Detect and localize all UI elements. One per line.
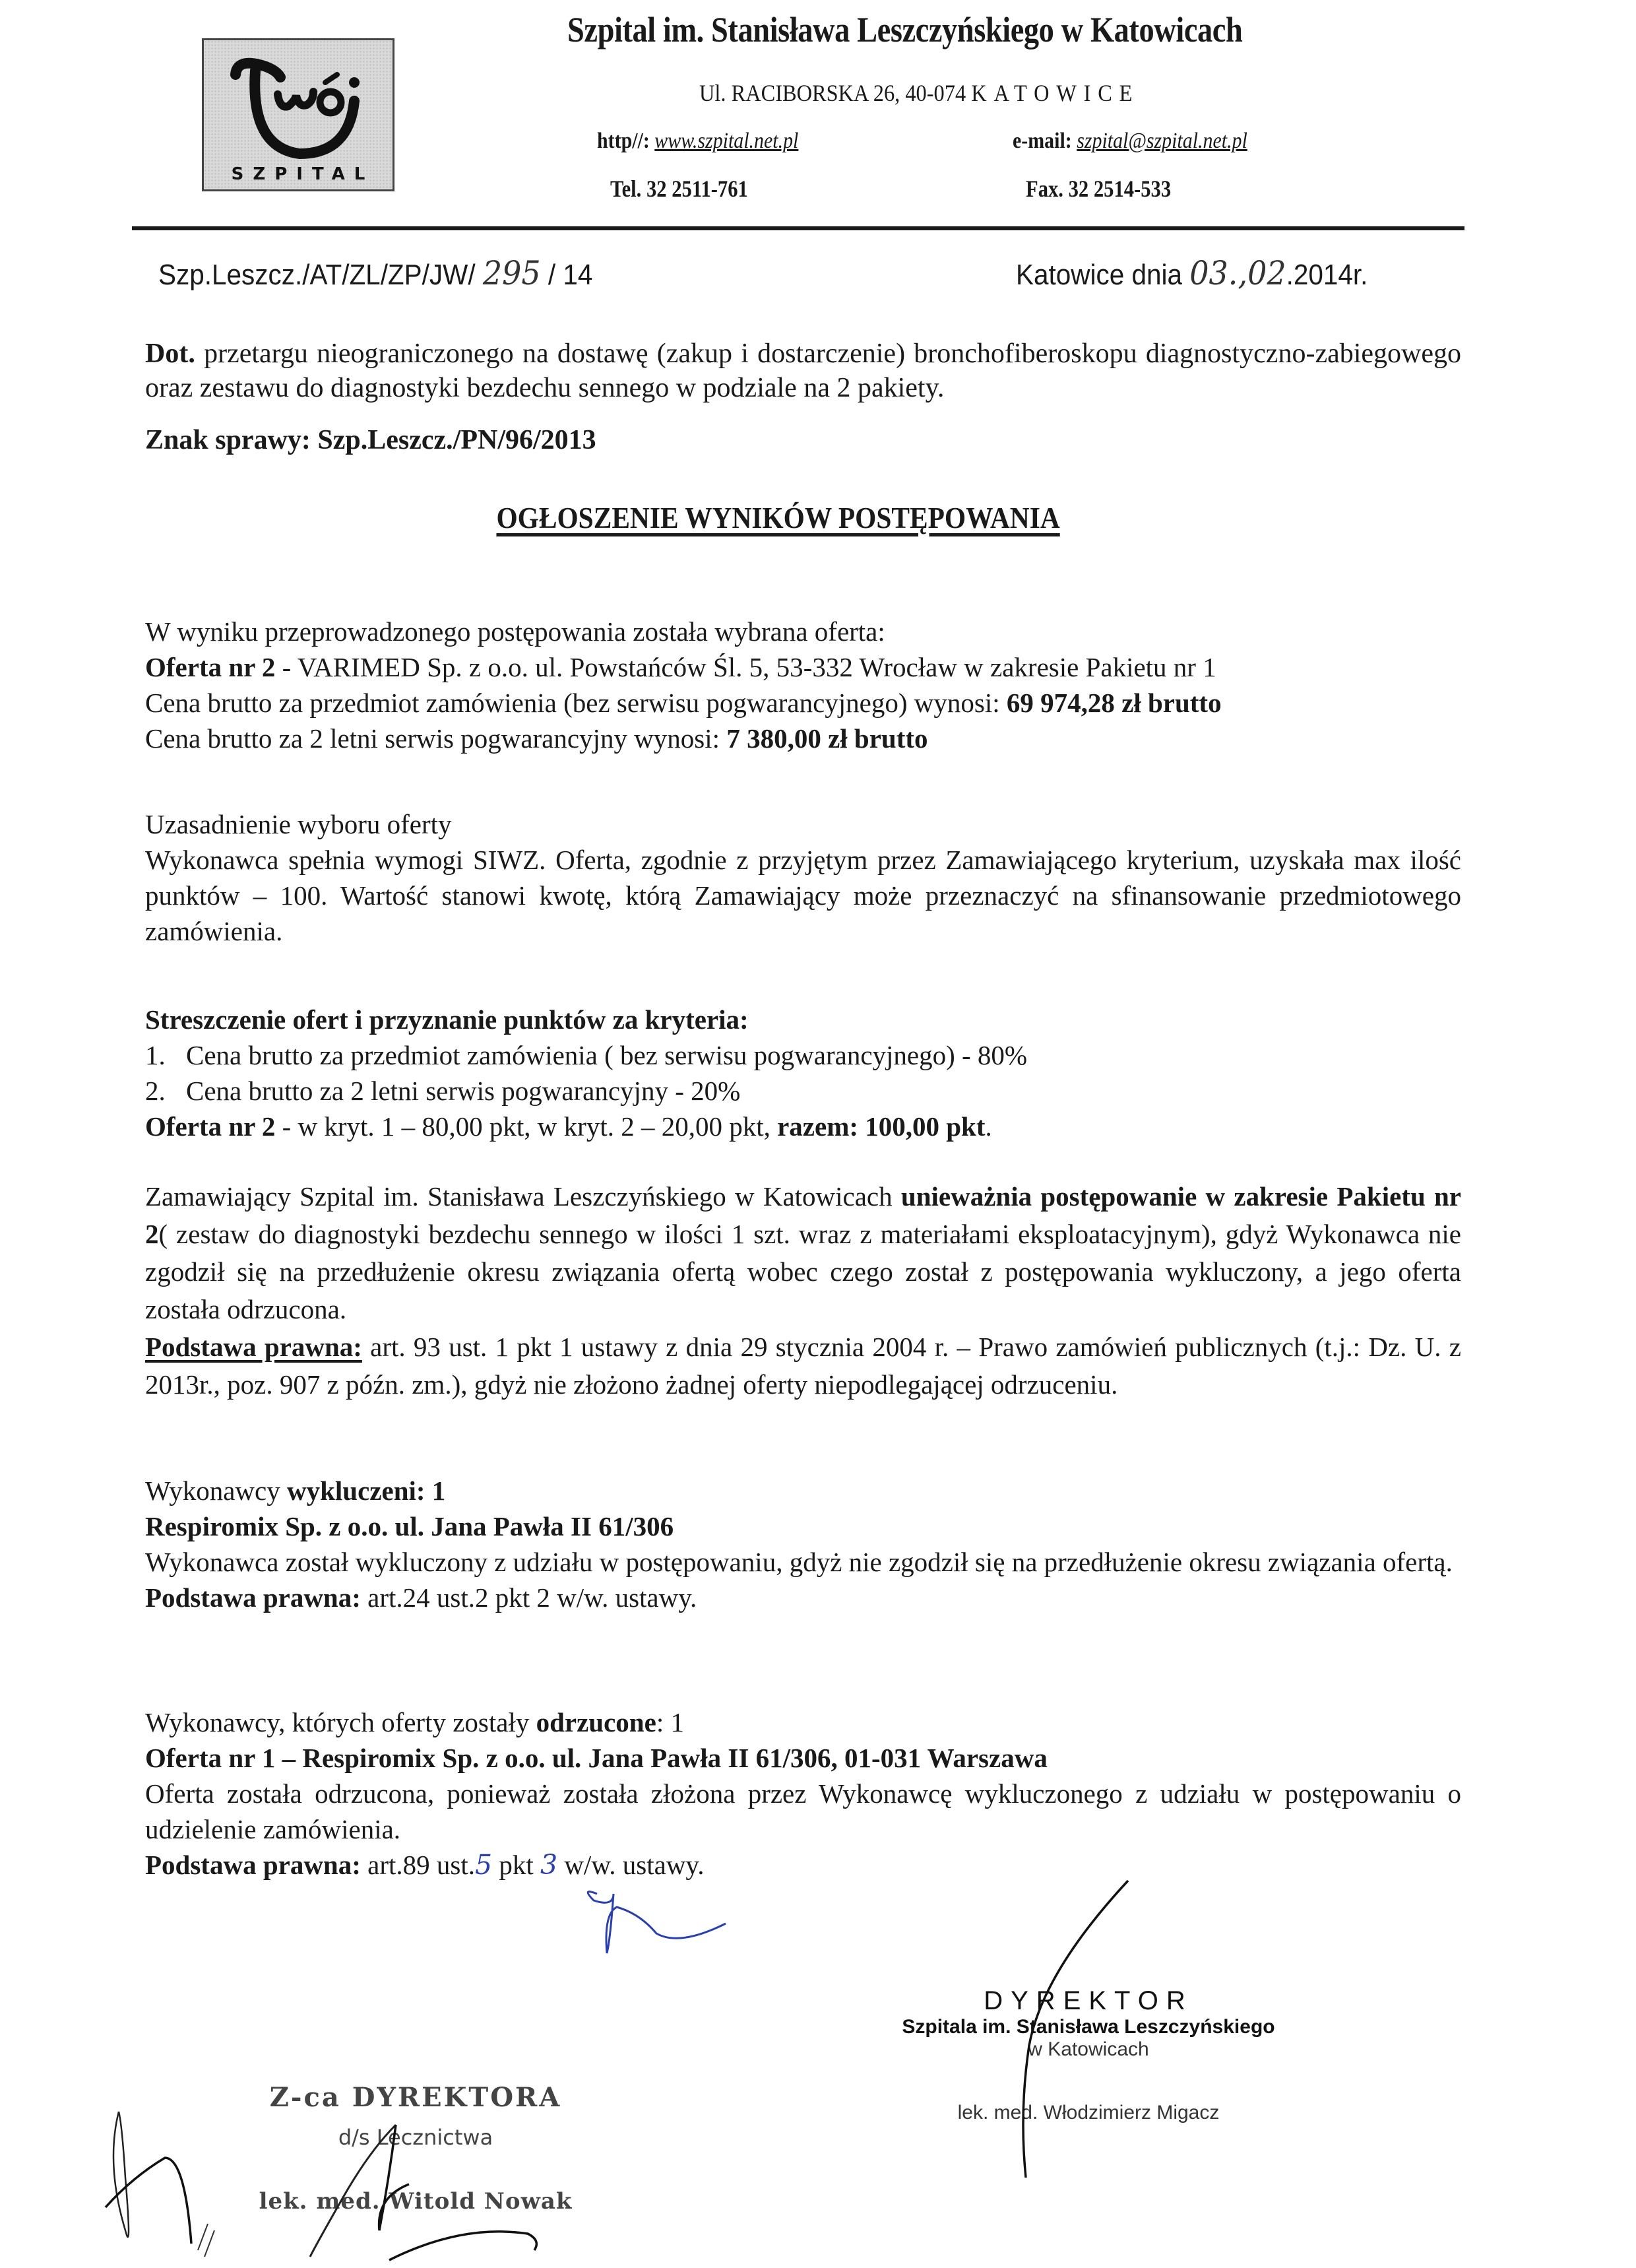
rejected-bold: odrzucone <box>536 1707 656 1737</box>
case-label: Znak sprawy: Szp.Leszcz./PN/96/2013 <box>145 425 596 455</box>
service-value: 7 380,00 zł brutto <box>726 723 928 754</box>
date-prefix: Katowice dnia <box>1016 259 1190 291</box>
handwritten-correction-ust: 5 <box>474 1849 493 1881</box>
score-label: Oferta nr 2 <box>145 1111 276 1142</box>
cancellation-section <box>145 1178 1461 1404</box>
excluded-section <box>145 1473 1461 1615</box>
excluded-reason: Wykonawca został wykluczony z udziału w postępowaniu, gdyż nie zgodził się na przedłużenie okresu związania ofertą. <box>145 1547 1453 1577</box>
justification-section <box>145 806 1461 949</box>
justification-heading: Uzasadnienie wyboru oferty <box>145 809 452 839</box>
ref-suffix: / 14 <box>540 259 593 291</box>
rejected-count: : 1 <box>656 1707 684 1737</box>
criterion-number: 2. <box>145 1076 166 1106</box>
offer-details: - VARIMED Sp. z o.o. ul. Powstańców Śl. 5, 53-332 Wrocław w zakresie Pakietu nr 1 <box>275 652 1216 682</box>
criterion-number: 1. <box>145 1040 166 1070</box>
excluded-intro <box>145 1473 1461 1508</box>
legal-basis-text: art.24 ust.2 pkt 2 w/w. ustawy. <box>360 1582 697 1613</box>
director-title: DYREKTOR <box>984 1986 1193 2015</box>
subject-section <box>145 337 1461 405</box>
logo-wordmark: SZPITAL <box>231 164 375 184</box>
cancellation-text: ( zestaw do diagnostyki bezdechu sennego w ilości 1 szt. wraz z materiałami eksploatacyjnym), gdyż Wykonawca nie zgodził się na przedłużenie okresu związania ofertą wobec czego został z postępowania wykluczony, a jego oferta została odrzucona. <box>145 1219 1461 1324</box>
page-title <box>0 500 1636 535</box>
director-line2: w Katowicach <box>1028 2038 1149 2060</box>
rejected-intro <box>145 1704 1461 1740</box>
subject-line1: przetargu nieograniczonego na dostawę (zakup i dostarczenie) bronchofiberoskopu <box>195 339 1137 369</box>
price-value: 69 974,28 zł brutto <box>1006 688 1222 718</box>
criterion-1 <box>145 1037 1461 1073</box>
legal-basis-label: Podstawa prawna: <box>145 1582 361 1613</box>
service-line <box>145 721 1461 756</box>
excluded-company: Respiromix Sp. z o.o. ul. Jana Pawła II 61/306 <box>145 1511 674 1541</box>
rejected-intro-text: Wykonawcy, których oferty zostały <box>145 1707 536 1737</box>
director-name: lek. med. Włodzimierz Migacz <box>957 2102 1220 2123</box>
excluded-count: wykluczeni: 1 <box>287 1475 446 1506</box>
rejected-legal <box>145 1847 1461 1883</box>
price-text: Cena brutto za przedmiot zamówienia (bez serwisu pogwarancyjnego) wynosi: <box>145 688 1007 718</box>
cancellation-intro: Zamawiający Szpital im. Stanisława Leszczyńskiego w Katowicach <box>145 1181 901 1212</box>
selected-offer-section <box>145 614 1461 756</box>
score-end: . <box>985 1111 992 1142</box>
address-street: Ul. RACIBORSKA 26, 40-074 <box>699 80 972 106</box>
subject-label: Dot. <box>145 339 195 369</box>
deputy-director-stamp <box>244 2082 587 2215</box>
director-stamp <box>891 1986 1286 2124</box>
legal-basis-text: art. 93 ust. 1 pkt 1 ustawy z dnia 29 stycznia 2004 r. – Prawo zamówień publicznych (t.j.: Dz. U. z 2013r., poz. 907 z późn. zm.), gdyż nie złożono żadnej oferty niepodlegającej odrzuceniu. <box>145 1332 1461 1400</box>
score-line <box>145 1109 1461 1144</box>
case-number <box>145 422 1461 458</box>
ref-prefix: Szp.Leszcz./AT/ZL/ZP/JW/ <box>158 259 483 291</box>
offer-label: Oferta nr 2 <box>145 652 276 682</box>
offer-line <box>145 649 1461 685</box>
hospital-address <box>699 79 1139 107</box>
email-label: e-mail: <box>1013 129 1077 153</box>
email <box>1013 129 1247 154</box>
cancellation-bold: unieważnia postępowanie w zakresie Pakietu nr 2 <box>145 1181 1461 1249</box>
hospital-name: Szpital im. Stanisława Leszczyńskiego w Katowicach <box>567 10 1243 49</box>
subject-line2: diagnostyczno-zabiegowego oraz zestawu do diagnostyki bezdechu sennego w podziale na 2 pakiety. <box>145 339 1462 403</box>
website <box>597 129 798 154</box>
legal-basis-label: Podstawa prawna: <box>145 1850 361 1880</box>
deputy-name: lek. med. Witold Nowak <box>259 2188 573 2215</box>
criterion-2 <box>145 1073 1461 1109</box>
fax: Fax. 32 2514-533 <box>1026 176 1172 202</box>
director-line1: Szpitala im. Stanisława Leszczyńskiego <box>902 2016 1275 2038</box>
telephone: Tel. 32 2511-761 <box>610 176 748 202</box>
rejected-section <box>145 1704 1461 1883</box>
legal-basis-label: Podstawa prawna: <box>145 1332 362 1362</box>
legal-mid: pkt <box>492 1850 540 1880</box>
summary-section <box>145 1002 1461 1144</box>
price-line <box>145 685 1461 721</box>
date-suffix: .2014r. <box>1286 259 1368 291</box>
handwritten-day: 03. <box>1189 254 1238 292</box>
legal-pre: art.89 ust. <box>360 1850 475 1880</box>
criterion-text: Cena brutto za 2 letni serwis pogwarancyjny - 20% <box>186 1076 741 1106</box>
score-total: razem: 100,00 pkt <box>777 1111 986 1142</box>
rejected-reason: Oferta została odrzucona, ponieważ została złożona przez Wykonawcę wykluczonego z udziału w postępowaniu o udzielenie zamówienia. <box>145 1778 1461 1844</box>
service-text: Cena brutto za 2 letni serwis pogwarancyjny wynosi: <box>145 723 727 754</box>
header-divider <box>132 226 1464 230</box>
offer-intro: W wyniku przeprowadzonego postępowania została wybrana oferta: <box>145 616 885 647</box>
handwritten-ref-number: 295 <box>482 254 541 292</box>
smile-logo-icon <box>217 48 382 167</box>
reference-number <box>158 254 592 292</box>
hospital-logo <box>202 38 394 191</box>
address-city: KATOWICE <box>971 80 1140 106</box>
handwritten-correction-pkt: 3 <box>540 1849 558 1881</box>
document-date <box>1016 254 1368 292</box>
legal-post: w/w. ustawy. <box>557 1850 705 1880</box>
title-text: OGŁOSZENIE WYNIKÓW POSTĘPOWANIA <box>496 501 1061 535</box>
justification-text: Wykonawca spełnia wymogi SIWZ. Oferta, zgodnie z przyjętym przez Zamawiającego kryterium, uzyskała max ilość punktów – 100. Wartość stanowi kwotę, którą Zamawiający może przeznaczyć na sfinansowanie przedmiotowego zamówienia. <box>145 845 1461 946</box>
summary-heading: Streszczenie ofert i przyznanie punktów za kryteria: <box>145 1004 749 1035</box>
email-link[interactable]: szpital@szpital.net.pl <box>1077 129 1247 153</box>
excluded-intro-text: Wykonawcy <box>145 1475 287 1506</box>
score-text: - w kryt. 1 – 80,00 pkt, w kryt. 2 – 20,00 pkt, <box>275 1111 778 1142</box>
deputy-line1: d/s Lecznictwa <box>338 2125 493 2150</box>
criterion-text: Cena brutto za przedmiot zamówienia ( bez serwisu pogwarancyjnego) - 80% <box>186 1040 1028 1070</box>
excluded-legal <box>145 1580 1461 1615</box>
handwritten-month: ,02 <box>1238 254 1286 292</box>
web-label: http//: <box>597 129 655 153</box>
rejected-offer: Oferta nr 1 – Respiromix Sp. z o.o. ul. Jana Pawła II 61/306, 01-031 Warszawa <box>145 1743 1048 1773</box>
website-link[interactable]: www.szpital.net.pl <box>654 129 799 153</box>
deputy-title: Z-ca DYREKTORA <box>269 2082 562 2113</box>
